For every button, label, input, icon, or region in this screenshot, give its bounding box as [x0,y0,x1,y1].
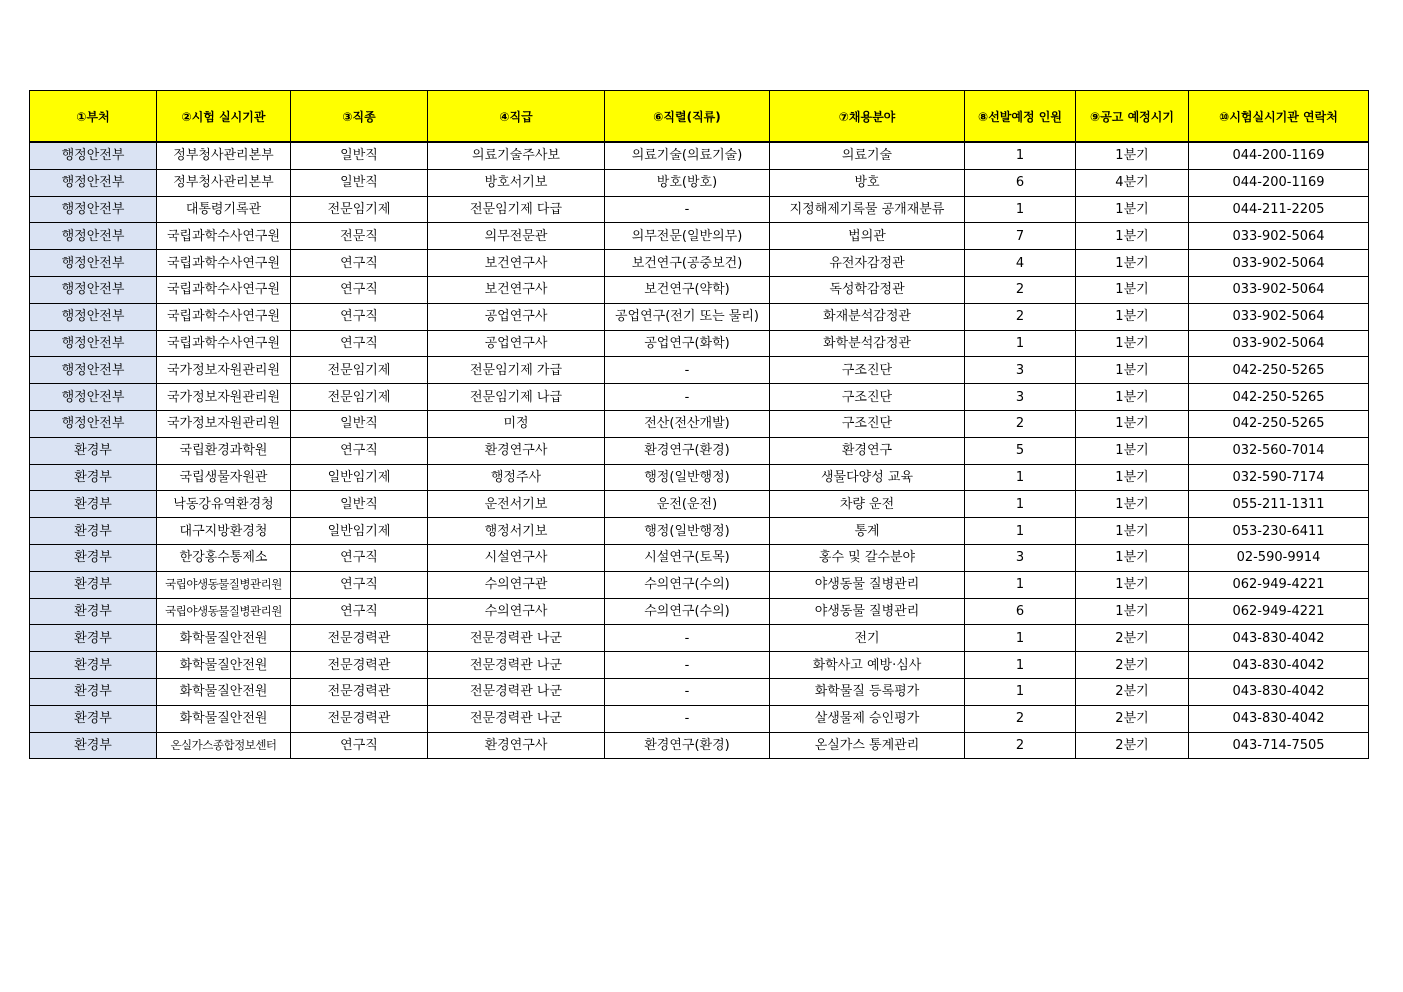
cell-exam-agency: 대구지방환경청 [157,518,291,545]
cell-department: 환경부 [30,598,157,625]
cell-announce-period: 1분기 [1076,464,1189,491]
cell-exam-agency: 국립과학수사연구원 [157,330,291,357]
cell-job-series: 수의연구(수의) [605,571,770,598]
cell-job-series: 행정(일반행정) [605,518,770,545]
cell-job-grade: 전문임기제 가급 [428,357,605,384]
cell-job-grade: 전문경력관 나군 [428,705,605,732]
cell-recruit-field: 통계 [770,518,965,545]
cell-job-series: 방호(방호) [605,169,770,196]
cell-job-type: 연구직 [291,250,428,277]
cell-planned-count: 2 [965,410,1076,437]
cell-job-grade: 공업연구사 [428,330,605,357]
cell-job-grade: 환경연구사 [428,732,605,759]
cell-contact: 043-830-4042 [1189,705,1369,732]
cell-job-grade: 행정서기보 [428,518,605,545]
cell-job-grade: 운전서기보 [428,491,605,518]
cell-announce-period: 1분기 [1076,544,1189,571]
cell-job-grade: 미정 [428,410,605,437]
cell-planned-count: 6 [965,169,1076,196]
cell-job-type: 연구직 [291,598,428,625]
cell-job-grade: 전문경력관 나군 [428,652,605,679]
cell-department: 행정안전부 [30,142,157,169]
cell-announce-period: 1분기 [1076,571,1189,598]
cell-announce-period: 1분기 [1076,518,1189,545]
cell-job-series: 수의연구(수의) [605,598,770,625]
cell-job-type: 연구직 [291,330,428,357]
cell-recruit-field: 환경연구 [770,437,965,464]
cell-job-series: 운전(운전) [605,491,770,518]
table-row [30,652,1369,679]
table-row [30,250,1369,277]
cell-exam-agency: 국립야생동물질병관리원 [157,598,291,625]
header-job-series: ⑥직렬(직류) [605,91,770,143]
table-row [30,357,1369,384]
cell-recruit-field: 독성학감정관 [770,276,965,303]
cell-exam-agency: 국립과학수사연구원 [157,276,291,303]
cell-contact: 043-830-4042 [1189,678,1369,705]
cell-job-type: 연구직 [291,303,428,330]
cell-job-series: - [605,196,770,223]
cell-job-series: 보건연구(약학) [605,276,770,303]
cell-department: 행정안전부 [30,330,157,357]
header-department: ①부처 [30,91,157,143]
cell-job-type: 전문임기제 [291,196,428,223]
cell-job-series: 공업연구(화학) [605,330,770,357]
cell-department: 행정안전부 [30,384,157,411]
cell-job-type: 일반직 [291,410,428,437]
cell-job-grade: 공업연구사 [428,303,605,330]
cell-department: 환경부 [30,625,157,652]
cell-exam-agency: 국립야생동물질병관리원 [157,571,291,598]
cell-contact: 033-902-5064 [1189,276,1369,303]
cell-announce-period: 2분기 [1076,652,1189,679]
cell-exam-agency: 한강홍수통제소 [157,544,291,571]
cell-job-series: - [605,705,770,732]
cell-job-grade: 전문경력관 나군 [428,678,605,705]
cell-job-type: 일반임기제 [291,518,428,545]
cell-contact: 02-590-9914 [1189,544,1369,571]
cell-planned-count: 7 [965,223,1076,250]
header-contact: ⑩시험실시기관 연락처 [1189,91,1369,143]
cell-job-type: 일반직 [291,169,428,196]
cell-job-grade: 방호서기보 [428,169,605,196]
cell-planned-count: 4 [965,250,1076,277]
cell-recruit-field: 홍수 및 갈수분야 [770,544,965,571]
table-row [30,571,1369,598]
table-row [30,464,1369,491]
cell-contact: 043-830-4042 [1189,652,1369,679]
cell-planned-count: 2 [965,705,1076,732]
table-row [30,625,1369,652]
cell-exam-agency: 대통령기록관 [157,196,291,223]
table-row [30,437,1369,464]
cell-job-series: 행정(일반행정) [605,464,770,491]
cell-job-grade: 수의연구관 [428,571,605,598]
cell-job-series: 환경연구(환경) [605,732,770,759]
cell-department: 환경부 [30,571,157,598]
cell-department: 행정안전부 [30,169,157,196]
cell-planned-count: 1 [965,652,1076,679]
cell-job-series: 의료기술(의료기술) [605,142,770,169]
cell-job-series: 공업연구(전기 또는 물리) [605,303,770,330]
cell-recruit-field: 야생동물 질병관리 [770,598,965,625]
cell-exam-agency: 화학물질안전원 [157,705,291,732]
table-body [30,142,1369,759]
cell-department: 환경부 [30,544,157,571]
cell-contact: 032-560-7014 [1189,437,1369,464]
table-row [30,491,1369,518]
cell-job-series: - [605,625,770,652]
cell-recruit-field: 차량 운전 [770,491,965,518]
cell-job-grade: 보건연구사 [428,250,605,277]
table-row [30,303,1369,330]
cell-announce-period: 1분기 [1076,196,1189,223]
cell-job-grade: 전문경력관 나군 [428,625,605,652]
cell-department: 행정안전부 [30,223,157,250]
table-row [30,223,1369,250]
table-row [30,598,1369,625]
cell-job-grade: 의료기술주사보 [428,142,605,169]
cell-department: 환경부 [30,705,157,732]
cell-announce-period: 1분기 [1076,598,1189,625]
cell-job-type: 전문직 [291,223,428,250]
cell-exam-agency: 낙동강유역환경청 [157,491,291,518]
cell-department: 행정안전부 [30,303,157,330]
cell-recruit-field: 방호 [770,169,965,196]
cell-department: 환경부 [30,652,157,679]
cell-contact: 043-830-4042 [1189,625,1369,652]
table-row [30,518,1369,545]
cell-job-grade: 전문임기제 나급 [428,384,605,411]
cell-department: 행정안전부 [30,357,157,384]
cell-exam-agency: 국가정보자원관리원 [157,357,291,384]
cell-planned-count: 5 [965,437,1076,464]
cell-announce-period: 2분기 [1076,625,1189,652]
cell-job-series: 시설연구(토목) [605,544,770,571]
cell-exam-agency: 화학물질안전원 [157,652,291,679]
cell-contact: 062-949-4221 [1189,571,1369,598]
cell-department: 행정안전부 [30,410,157,437]
cell-exam-agency: 국가정보자원관리원 [157,384,291,411]
table-row [30,142,1369,169]
cell-department: 환경부 [30,732,157,759]
table-row [30,410,1369,437]
cell-job-type: 전문경력관 [291,625,428,652]
header-row [30,91,1369,143]
cell-planned-count: 1 [965,330,1076,357]
cell-planned-count: 1 [965,196,1076,223]
table-row [30,705,1369,732]
cell-job-type: 전문임기제 [291,357,428,384]
cell-recruit-field: 지정해제기록물 공개재분류 [770,196,965,223]
cell-announce-period: 1분기 [1076,384,1189,411]
cell-exam-agency: 국가정보자원관리원 [157,410,291,437]
header-job-grade: ④직급 [428,91,605,143]
cell-department: 환경부 [30,678,157,705]
cell-exam-agency: 화학물질안전원 [157,625,291,652]
cell-job-type: 전문경력관 [291,678,428,705]
cell-planned-count: 1 [965,625,1076,652]
header-job-type: ③직종 [291,91,428,143]
cell-contact: 053-230-6411 [1189,518,1369,545]
cell-job-series: - [605,357,770,384]
cell-exam-agency: 화학물질안전원 [157,678,291,705]
cell-recruit-field: 생물다양성 교육 [770,464,965,491]
cell-department: 행정안전부 [30,196,157,223]
cell-planned-count: 1 [965,464,1076,491]
cell-announce-period: 4분기 [1076,169,1189,196]
cell-job-grade: 수의연구사 [428,598,605,625]
cell-job-type: 연구직 [291,544,428,571]
cell-job-series: 의무전문(일반의무) [605,223,770,250]
cell-job-series: 보건연구(공중보건) [605,250,770,277]
cell-job-grade: 환경연구사 [428,437,605,464]
cell-department: 행정안전부 [30,250,157,277]
table-row [30,732,1369,759]
cell-contact: 042-250-5265 [1189,384,1369,411]
cell-recruit-field: 화재분석감정관 [770,303,965,330]
cell-contact: 062-949-4221 [1189,598,1369,625]
cell-announce-period: 2분기 [1076,678,1189,705]
cell-exam-agency: 국립환경과학원 [157,437,291,464]
cell-job-type: 일반직 [291,491,428,518]
cell-recruit-field: 화학물질 등록평가 [770,678,965,705]
header-recruit-field: ⑦채용분야 [770,91,965,143]
cell-announce-period: 1분기 [1076,303,1189,330]
cell-department: 환경부 [30,464,157,491]
cell-job-type: 전문임기제 [291,384,428,411]
cell-contact: 043-714-7505 [1189,732,1369,759]
cell-announce-period: 2분기 [1076,705,1189,732]
cell-job-type: 전문경력관 [291,652,428,679]
cell-job-type: 일반직 [291,142,428,169]
cell-announce-period: 1분기 [1076,330,1189,357]
cell-exam-agency: 국립생물자원관 [157,464,291,491]
cell-announce-period: 2분기 [1076,732,1189,759]
cell-job-series: - [605,678,770,705]
header-planned-count: ⑧선발예정 인원 [965,91,1076,143]
header-exam-agency: ②시험 실시기관 [157,91,291,143]
table-row [30,678,1369,705]
cell-planned-count: 3 [965,544,1076,571]
table-row [30,384,1369,411]
cell-department: 행정안전부 [30,276,157,303]
cell-department: 환경부 [30,491,157,518]
cell-recruit-field: 온실가스 통계관리 [770,732,965,759]
cell-exam-agency: 국립과학수사연구원 [157,303,291,330]
cell-recruit-field: 구조진단 [770,357,965,384]
cell-planned-count: 1 [965,491,1076,518]
cell-planned-count: 1 [965,571,1076,598]
cell-job-grade: 행정주사 [428,464,605,491]
cell-recruit-field: 살생물제 승인평가 [770,705,965,732]
cell-exam-agency: 국립과학수사연구원 [157,223,291,250]
cell-announce-period: 1분기 [1076,250,1189,277]
cell-contact: 044-200-1169 [1189,142,1369,169]
cell-announce-period: 1분기 [1076,142,1189,169]
cell-job-type: 연구직 [291,571,428,598]
cell-contact: 033-902-5064 [1189,330,1369,357]
cell-recruit-field: 전기 [770,625,965,652]
cell-job-series: - [605,384,770,411]
table-row [30,196,1369,223]
cell-planned-count: 1 [965,142,1076,169]
cell-job-type: 연구직 [291,732,428,759]
table-row [30,330,1369,357]
table-row [30,544,1369,571]
cell-announce-period: 1분기 [1076,223,1189,250]
cell-contact: 033-902-5064 [1189,303,1369,330]
cell-announce-period: 1분기 [1076,276,1189,303]
cell-department: 환경부 [30,518,157,545]
cell-job-type: 연구직 [291,437,428,464]
cell-planned-count: 2 [965,276,1076,303]
table-row [30,169,1369,196]
cell-job-grade: 보건연구사 [428,276,605,303]
cell-recruit-field: 의료기술 [770,142,965,169]
cell-recruit-field: 야생동물 질병관리 [770,571,965,598]
cell-contact: 042-250-5265 [1189,410,1369,437]
cell-recruit-field: 화학사고 예방·심사 [770,652,965,679]
cell-planned-count: 6 [965,598,1076,625]
cell-recruit-field: 화학분석감정관 [770,330,965,357]
cell-recruit-field: 구조진단 [770,384,965,411]
cell-job-series: 환경연구(환경) [605,437,770,464]
cell-job-grade: 의무전문관 [428,223,605,250]
cell-contact: 044-200-1169 [1189,169,1369,196]
cell-planned-count: 1 [965,678,1076,705]
cell-announce-period: 1분기 [1076,437,1189,464]
cell-planned-count: 2 [965,732,1076,759]
cell-job-type: 연구직 [291,276,428,303]
table-row [30,276,1369,303]
cell-contact: 033-902-5064 [1189,223,1369,250]
cell-exam-agency: 국립과학수사연구원 [157,250,291,277]
cell-recruit-field: 유전자감정관 [770,250,965,277]
cell-job-grade: 시설연구사 [428,544,605,571]
recruitment-plan-table [29,90,1369,759]
cell-contact: 044-211-2205 [1189,196,1369,223]
cell-recruit-field: 구조진단 [770,410,965,437]
cell-exam-agency: 정부청사관리본부 [157,142,291,169]
cell-contact: 042-250-5265 [1189,357,1369,384]
cell-department: 환경부 [30,437,157,464]
cell-announce-period: 1분기 [1076,357,1189,384]
cell-announce-period: 1분기 [1076,410,1189,437]
cell-contact: 033-902-5064 [1189,250,1369,277]
cell-job-grade: 전문임기제 다급 [428,196,605,223]
cell-recruit-field: 법의관 [770,223,965,250]
cell-contact: 032-590-7174 [1189,464,1369,491]
cell-job-series: 전산(전산개발) [605,410,770,437]
header-announce-period: ⑨공고 예정시기 [1076,91,1189,143]
cell-planned-count: 2 [965,303,1076,330]
cell-contact: 055-211-1311 [1189,491,1369,518]
cell-job-type: 전문경력관 [291,705,428,732]
cell-exam-agency: 정부청사관리본부 [157,169,291,196]
cell-planned-count: 3 [965,384,1076,411]
cell-exam-agency: 온실가스종합정보센터 [157,732,291,759]
cell-planned-count: 3 [965,357,1076,384]
cell-announce-period: 1분기 [1076,491,1189,518]
cell-planned-count: 1 [965,518,1076,545]
cell-job-series: - [605,652,770,679]
cell-job-type: 일반임기제 [291,464,428,491]
